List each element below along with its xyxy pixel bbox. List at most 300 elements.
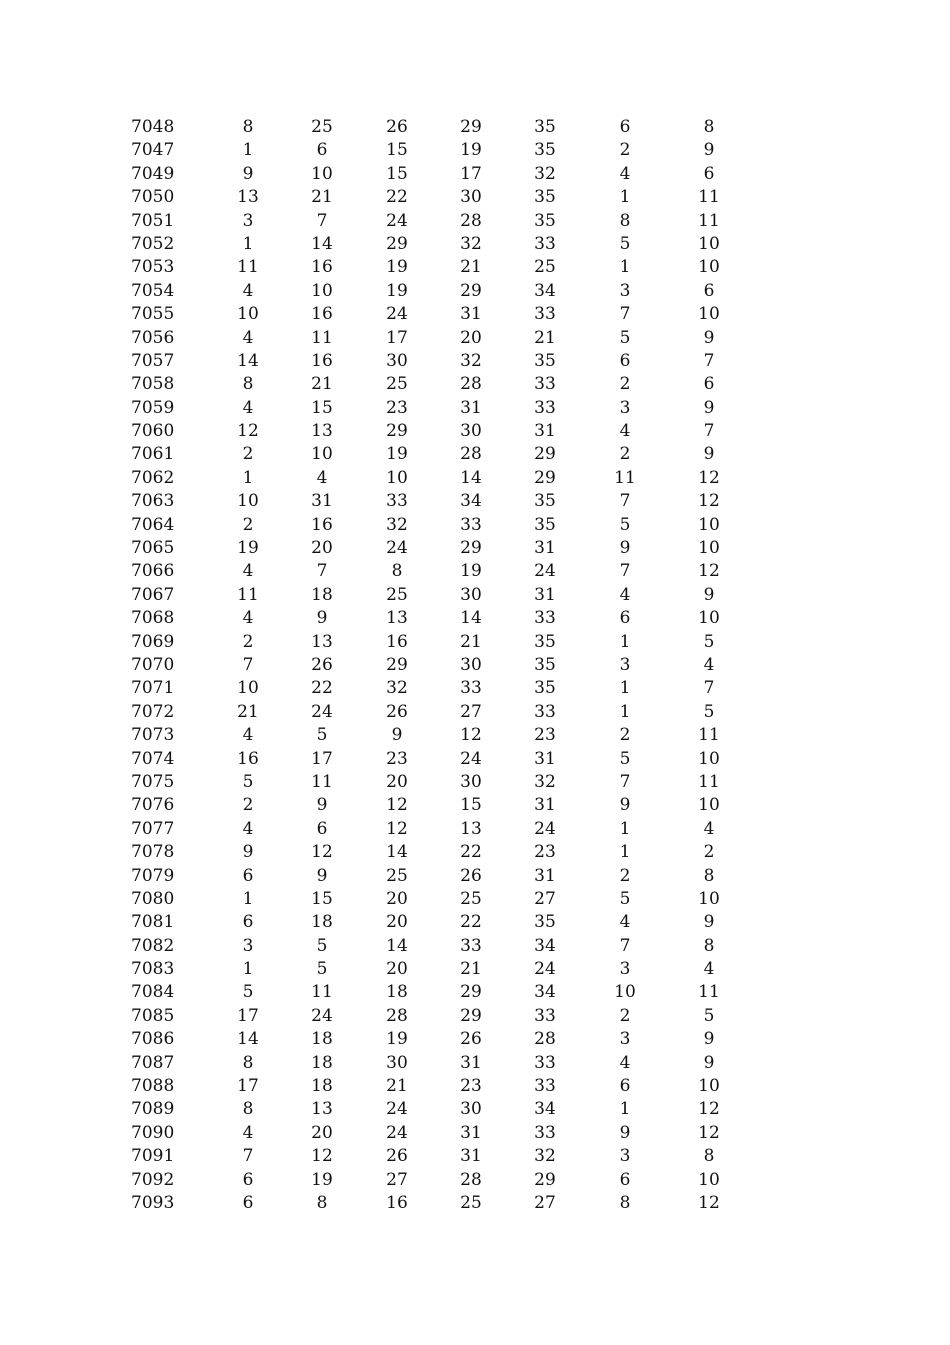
number-cell: 35	[534, 912, 556, 933]
number-cell: 16	[386, 1192, 408, 1213]
number-cell: 30	[460, 771, 482, 792]
number-cell: 25	[386, 584, 408, 605]
number-cell: 2	[619, 140, 631, 161]
number-cell: 3	[242, 935, 254, 956]
number-cell: 5	[316, 959, 328, 980]
row-id-cell: 7048	[131, 117, 175, 137]
number-cell: 11	[311, 771, 333, 792]
number-cell: 10	[698, 888, 720, 909]
number-cell: 31	[534, 421, 556, 442]
table-row	[0, 677, 950, 700]
number-cell: 5	[703, 701, 715, 722]
number-cell: 32	[534, 771, 556, 792]
number-cell: 11	[311, 327, 333, 348]
number-cell: 10	[698, 608, 720, 629]
number-cell: 10	[698, 748, 720, 769]
number-cell: 5	[703, 1005, 715, 1026]
number-cell: 9	[703, 140, 715, 161]
number-cell: 24	[534, 561, 556, 582]
number-cell: 31	[460, 1122, 482, 1143]
number-cell: 21	[534, 327, 556, 348]
number-cell: 7	[316, 210, 328, 231]
number-cell: 1	[619, 818, 631, 839]
table-row	[0, 888, 950, 911]
number-cell: 20	[386, 959, 408, 980]
number-cell: 10	[311, 163, 333, 184]
number-cell: 28	[460, 374, 482, 395]
number-cell: 8	[703, 865, 715, 886]
number-cell: 18	[311, 1029, 333, 1050]
table-row	[0, 233, 950, 256]
table-row	[0, 701, 950, 724]
row-id-cell: 7089	[131, 1099, 175, 1120]
number-cell: 4	[242, 608, 254, 629]
number-cell: 14	[237, 1029, 259, 1050]
number-cell: 14	[237, 350, 259, 371]
number-cell: 27	[534, 1192, 556, 1213]
number-cell: 8	[242, 117, 254, 137]
number-cell: 24	[534, 959, 556, 980]
number-cell: 24	[386, 1099, 408, 1120]
table-row	[0, 865, 950, 888]
table-row	[0, 420, 950, 443]
number-cell: 34	[534, 280, 556, 301]
number-cell: 19	[386, 280, 408, 301]
table-row	[0, 327, 950, 350]
number-cell: 1	[242, 959, 254, 980]
number-cell: 29	[386, 654, 408, 675]
row-id-cell: 7073	[131, 725, 175, 746]
number-cell: 18	[311, 1052, 333, 1073]
number-cell: 35	[534, 350, 556, 371]
row-id-cell: 7092	[131, 1169, 175, 1190]
number-cell: 19	[460, 140, 482, 161]
number-cell: 35	[534, 187, 556, 208]
number-cell: 28	[386, 1005, 408, 1026]
table-row	[0, 303, 950, 326]
number-cell: 15	[386, 140, 408, 161]
number-cell: 25	[534, 257, 556, 278]
number-cell: 26	[386, 117, 408, 137]
number-cell: 33	[534, 374, 556, 395]
row-id-cell: 7075	[131, 771, 175, 792]
number-cell: 29	[534, 444, 556, 465]
number-cell: 7	[619, 491, 631, 512]
number-cell: 6	[619, 1076, 631, 1097]
number-cell: 25	[386, 374, 408, 395]
number-cell: 11	[698, 187, 720, 208]
number-cell: 12	[311, 842, 333, 863]
number-cell: 8	[242, 374, 254, 395]
row-id-cell: 7072	[131, 701, 175, 722]
number-cell: 10	[698, 1076, 720, 1097]
number-cell: 31	[534, 865, 556, 886]
number-cell: 28	[460, 210, 482, 231]
number-cell: 33	[534, 701, 556, 722]
number-cell: 2	[703, 842, 715, 863]
number-cell: 18	[311, 912, 333, 933]
number-cell: 30	[460, 421, 482, 442]
number-cell: 14	[386, 842, 408, 863]
number-cell: 1	[242, 888, 254, 909]
number-cell: 6	[619, 350, 631, 371]
table-row	[0, 1169, 950, 1192]
number-cell: 17	[237, 1076, 259, 1097]
row-id-cell: 7061	[131, 444, 175, 465]
number-cell: 32	[386, 514, 408, 535]
table-row	[0, 724, 950, 747]
number-cell: 6	[703, 280, 715, 301]
number-cell: 32	[460, 233, 482, 254]
number-cell: 33	[460, 514, 482, 535]
table-row	[0, 1122, 950, 1145]
row-id-cell: 7056	[131, 327, 175, 348]
number-cell: 27	[460, 701, 482, 722]
number-cell: 33	[534, 1122, 556, 1143]
number-cell: 14	[460, 608, 482, 629]
row-id-cell: 7088	[131, 1076, 175, 1097]
number-cell: 26	[460, 1029, 482, 1050]
table-row	[0, 631, 950, 654]
number-cell: 1	[242, 233, 254, 254]
table-row	[0, 163, 950, 186]
number-cell: 29	[386, 233, 408, 254]
number-cell: 1	[619, 631, 631, 652]
number-cell: 23	[460, 1076, 482, 1097]
number-cell: 9	[703, 1052, 715, 1073]
row-id-cell: 7050	[131, 187, 175, 208]
row-id-cell: 7083	[131, 959, 175, 980]
table-row	[0, 443, 950, 466]
row-id-cell: 7062	[131, 467, 175, 488]
number-cell: 27	[534, 888, 556, 909]
number-cell: 10	[698, 514, 720, 535]
number-cell: 12	[698, 1192, 720, 1213]
number-cell: 24	[534, 818, 556, 839]
number-cell: 31	[534, 584, 556, 605]
number-cell: 10	[237, 304, 259, 325]
number-cell: 3	[242, 210, 254, 231]
number-cell: 10	[698, 257, 720, 278]
number-cell: 4	[619, 163, 631, 184]
table-row	[0, 350, 950, 373]
number-cell: 33	[534, 1005, 556, 1026]
number-cell: 9	[619, 1122, 631, 1143]
number-cell: 4	[619, 421, 631, 442]
number-cell: 4	[619, 912, 631, 933]
number-cell: 18	[386, 982, 408, 1003]
number-cell: 6	[242, 865, 254, 886]
number-cell: 9	[316, 795, 328, 816]
number-cell: 2	[619, 865, 631, 886]
number-cell: 33	[460, 678, 482, 699]
table-row	[0, 748, 950, 771]
number-cell: 12	[698, 1099, 720, 1120]
number-cell: 24	[386, 210, 408, 231]
number-cell: 1	[619, 1099, 631, 1120]
number-cell: 4	[242, 280, 254, 301]
number-cell: 3	[619, 1029, 631, 1050]
number-cell: 1	[619, 701, 631, 722]
number-cell: 19	[386, 257, 408, 278]
number-cell: 35	[534, 631, 556, 652]
row-id-cell: 7093	[131, 1192, 175, 1213]
number-cell: 29	[386, 421, 408, 442]
row-id-cell: 7055	[131, 304, 175, 325]
number-cell: 5	[619, 888, 631, 909]
number-cell: 8	[316, 1192, 328, 1213]
row-id-cell: 7052	[131, 233, 175, 254]
number-cell: 3	[619, 959, 631, 980]
row-id-cell: 7060	[131, 421, 175, 442]
number-cell: 10	[698, 538, 720, 559]
number-cell: 10	[237, 491, 259, 512]
number-cell: 2	[619, 1005, 631, 1026]
number-cell: 10	[311, 444, 333, 465]
number-cell: 9	[316, 865, 328, 886]
number-cell: 9	[703, 1029, 715, 1050]
number-cell: 7	[619, 561, 631, 582]
number-cell: 4	[619, 1052, 631, 1073]
number-cell: 24	[386, 538, 408, 559]
number-cell: 20	[386, 888, 408, 909]
number-cell: 35	[534, 210, 556, 231]
table-row	[0, 794, 950, 817]
number-cell: 24	[460, 748, 482, 769]
number-cell: 9	[703, 912, 715, 933]
number-cell: 11	[698, 771, 720, 792]
row-id-cell: 7053	[131, 257, 175, 278]
number-cell: 16	[237, 748, 259, 769]
row-id-cell: 7066	[131, 561, 175, 582]
number-cell: 4	[242, 725, 254, 746]
number-cell: 9	[316, 608, 328, 629]
table-row	[0, 584, 950, 607]
number-cell: 6	[316, 818, 328, 839]
number-cell: 2	[242, 795, 254, 816]
number-cell: 12	[698, 491, 720, 512]
table-row	[0, 1028, 950, 1051]
number-cell: 12	[386, 795, 408, 816]
row-id-cell: 7087	[131, 1052, 175, 1073]
number-cell: 26	[386, 1146, 408, 1167]
number-cell: 6	[316, 140, 328, 161]
number-cell: 10	[698, 233, 720, 254]
number-cell: 30	[460, 584, 482, 605]
number-cell: 31	[534, 795, 556, 816]
table-row	[0, 1075, 950, 1098]
number-cell: 9	[703, 397, 715, 418]
number-cell: 3	[619, 397, 631, 418]
number-cell: 9	[242, 842, 254, 863]
number-cell: 16	[311, 257, 333, 278]
number-cell: 23	[386, 397, 408, 418]
number-cell: 33	[534, 304, 556, 325]
number-cell: 13	[311, 631, 333, 652]
table-row	[0, 935, 950, 958]
number-cell: 30	[460, 654, 482, 675]
number-cell: 16	[311, 514, 333, 535]
number-cell: 19	[386, 1029, 408, 1050]
number-cell: 11	[698, 725, 720, 746]
number-cell: 2	[242, 631, 254, 652]
number-cell: 8	[703, 935, 715, 956]
row-id-cell: 7067	[131, 584, 175, 605]
number-cell: 11	[614, 467, 636, 488]
number-cell: 3	[619, 1146, 631, 1167]
table-row	[0, 514, 950, 537]
table-row	[0, 537, 950, 560]
row-id-cell: 7085	[131, 1005, 175, 1026]
number-cell: 35	[534, 140, 556, 161]
number-cell: 8	[619, 210, 631, 231]
number-cell: 21	[311, 374, 333, 395]
row-id-cell: 7078	[131, 842, 175, 863]
number-cell: 16	[311, 304, 333, 325]
number-cell: 7	[703, 678, 715, 699]
number-cell: 24	[386, 304, 408, 325]
number-cell: 28	[460, 444, 482, 465]
row-id-cell: 7051	[131, 210, 175, 231]
number-cell: 34	[534, 1099, 556, 1120]
number-cell: 26	[460, 865, 482, 886]
number-cell: 9	[619, 538, 631, 559]
number-cell: 10	[311, 280, 333, 301]
number-cell: 1	[619, 257, 631, 278]
table-row	[0, 1005, 950, 1028]
number-cell: 23	[534, 725, 556, 746]
table-row	[0, 186, 950, 209]
number-cell: 28	[460, 1169, 482, 1190]
number-cell: 28	[534, 1029, 556, 1050]
row-id-cell: 7069	[131, 631, 175, 652]
row-id-cell: 7068	[131, 608, 175, 629]
number-cell: 31	[460, 1146, 482, 1167]
number-cell: 7	[242, 654, 254, 675]
row-id-cell: 7058	[131, 374, 175, 395]
number-cell: 3	[619, 654, 631, 675]
number-cell: 17	[237, 1005, 259, 1026]
number-cell: 24	[386, 1122, 408, 1143]
number-cell: 9	[703, 584, 715, 605]
number-cell: 14	[460, 467, 482, 488]
number-cell: 9	[619, 795, 631, 816]
number-cell: 13	[311, 1099, 333, 1120]
number-cell: 24	[311, 1005, 333, 1026]
number-cell: 25	[460, 1192, 482, 1213]
number-cell: 14	[386, 935, 408, 956]
number-cell: 32	[386, 678, 408, 699]
table-row	[0, 139, 950, 162]
number-cell: 14	[311, 233, 333, 254]
number-cell: 8	[703, 117, 715, 137]
number-cell: 35	[534, 514, 556, 535]
number-cell: 22	[386, 187, 408, 208]
number-cell: 10	[698, 304, 720, 325]
number-cell: 2	[619, 725, 631, 746]
number-cell: 23	[534, 842, 556, 863]
row-id-cell: 7074	[131, 748, 175, 769]
number-cell: 31	[534, 538, 556, 559]
number-cell: 23	[386, 748, 408, 769]
number-cell: 20	[460, 327, 482, 348]
number-cell: 11	[698, 982, 720, 1003]
number-cell: 13	[460, 818, 482, 839]
number-cell: 9	[703, 444, 715, 465]
number-cell: 33	[460, 935, 482, 956]
number-cell: 2	[242, 444, 254, 465]
number-cell: 20	[311, 1122, 333, 1143]
number-cell: 20	[311, 538, 333, 559]
number-cell: 19	[237, 538, 259, 559]
number-cell: 22	[460, 912, 482, 933]
number-cell: 21	[460, 257, 482, 278]
number-cell: 5	[316, 935, 328, 956]
table-row	[0, 771, 950, 794]
number-cell: 9	[391, 725, 403, 746]
number-cell: 8	[391, 561, 403, 582]
row-id-cell: 7082	[131, 935, 175, 956]
row-id-cell: 7086	[131, 1029, 175, 1050]
number-cell: 29	[460, 982, 482, 1003]
number-cell: 32	[534, 1146, 556, 1167]
number-cell: 18	[311, 1076, 333, 1097]
number-cell: 6	[619, 1169, 631, 1190]
number-cell: 13	[386, 608, 408, 629]
number-cell: 31	[311, 491, 333, 512]
number-cell: 22	[311, 678, 333, 699]
number-cell: 27	[386, 1169, 408, 1190]
number-cell: 11	[311, 982, 333, 1003]
number-cell: 25	[311, 117, 333, 137]
number-cell: 31	[534, 748, 556, 769]
number-cell: 35	[534, 654, 556, 675]
number-cell: 33	[534, 1076, 556, 1097]
row-id-cell: 7064	[131, 514, 175, 535]
table-row	[0, 911, 950, 934]
number-cell: 11	[237, 257, 259, 278]
table-row	[0, 607, 950, 630]
number-cell: 4	[242, 327, 254, 348]
number-cell: 8	[242, 1099, 254, 1120]
number-cell: 21	[237, 701, 259, 722]
row-id-cell: 7084	[131, 982, 175, 1003]
number-cell: 29	[460, 538, 482, 559]
number-cell: 5	[242, 771, 254, 792]
data-table	[0, 116, 950, 1215]
number-cell: 7	[703, 350, 715, 371]
number-cell: 5	[619, 514, 631, 535]
number-cell: 12	[698, 561, 720, 582]
row-id-cell: 7090	[131, 1122, 175, 1143]
number-cell: 4	[242, 561, 254, 582]
number-cell: 7	[619, 935, 631, 956]
number-cell: 7	[619, 304, 631, 325]
number-cell: 13	[311, 421, 333, 442]
number-cell: 10	[614, 982, 636, 1003]
number-cell: 34	[460, 491, 482, 512]
number-cell: 6	[242, 912, 254, 933]
number-cell: 20	[386, 912, 408, 933]
number-cell: 6	[619, 608, 631, 629]
table-row	[0, 1145, 950, 1168]
number-cell: 12	[311, 1146, 333, 1167]
table-row	[0, 1192, 950, 1215]
table-row	[0, 1052, 950, 1075]
row-id-cell: 7070	[131, 654, 175, 675]
number-cell: 30	[386, 350, 408, 371]
row-id-cell: 7071	[131, 678, 175, 699]
